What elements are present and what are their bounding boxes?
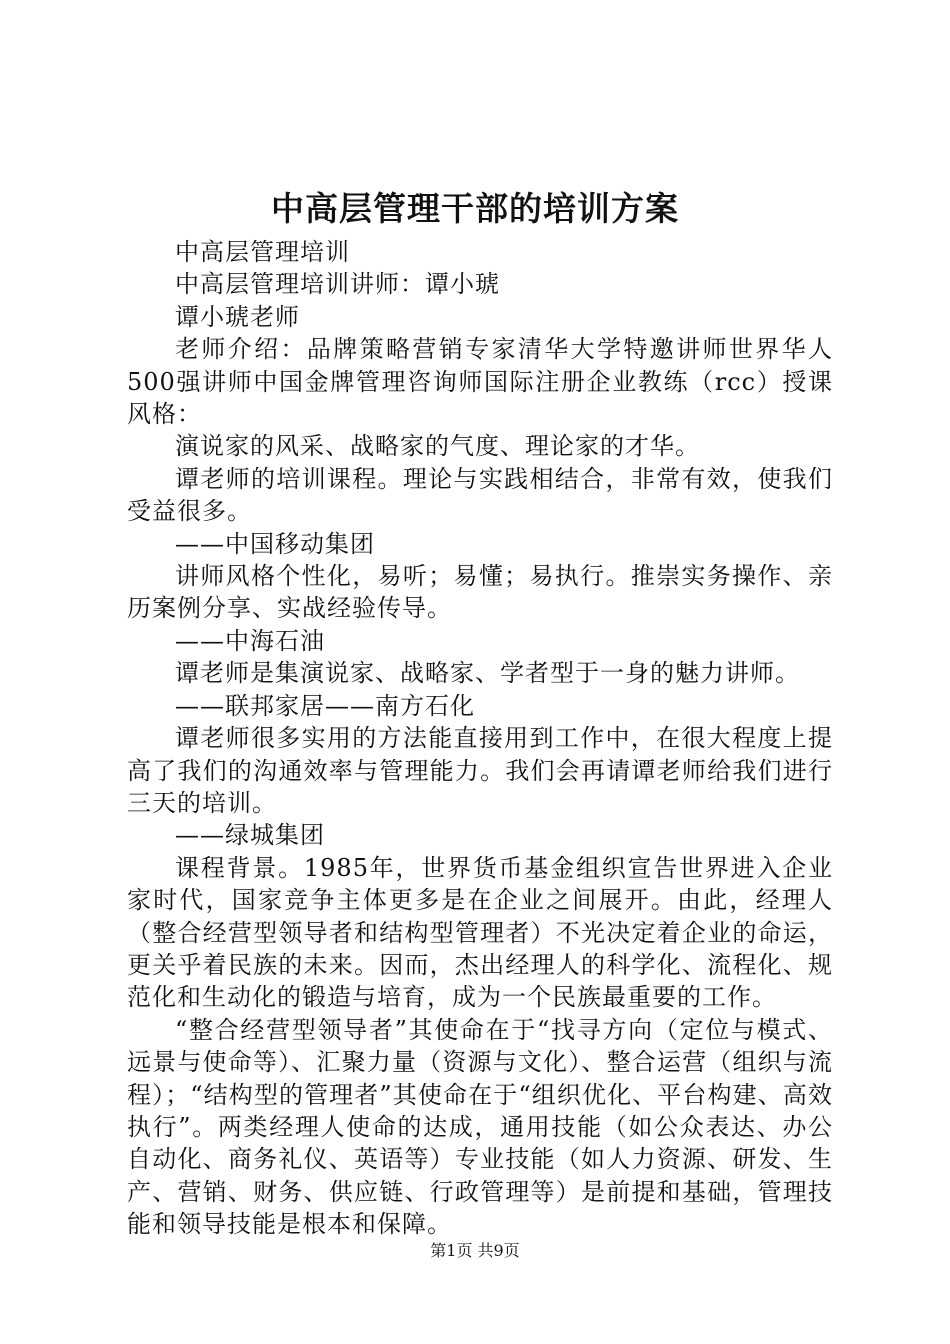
paragraph: 老师介绍：品牌策略营销专家清华大学特邀讲师世界华人500强讲师中国金牌管理咨询师国际注册企业教练（rcc）授课风格：: [127, 335, 833, 429]
paragraph: 谭老师的培训课程。理论与实践相结合，非常有效，使我们受益很多。: [127, 464, 833, 526]
paragraph: ——中国移动集团: [175, 529, 375, 558]
paragraph: ——中海石油: [175, 626, 325, 655]
paragraph: 谭老师很多实用的方法能直接用到工作中，在很大程度上提高了我们的沟通效率与管理能力。我们会再请谭老师给我们进行三天的培训。: [127, 724, 833, 817]
paragraph: 演说家的风采、战略家的气度、理论家的才华。: [175, 432, 700, 461]
paragraph: 中高层管理培训讲师：谭小琥: [175, 270, 500, 299]
paragraph: 谭老师是集演说家、战略家、学者型于一身的魅力讲师。: [175, 659, 800, 688]
paragraph: “整合经营型领导者”其使命在于“找寻方向（定位与模式、远景与使命等）、汇聚力量（资源与文化）、整合运营（组织与流程）；“结构型的管理者”其使命在于“组织优化、平台构建、高效执行”。两类经理人使命的达成，通用技能（如公众表达、办公自动化、商务礼仪、英语等）专业技能（如人力资源、研发、生产、营销、财务、供应链、行政管理等）是前提和基础，管理技能和领导技能是根本和保障。: [127, 1015, 833, 1239]
paragraph: 谭小琥老师: [175, 302, 300, 331]
paragraph: ——绿城集团: [175, 821, 325, 850]
paragraph: ——联邦家居——南方石化: [175, 691, 475, 720]
paragraph: 讲师风格个性化，易听；易懂；易执行。推崇实务操作、亲历案例分享、实战经验传导。: [127, 562, 833, 623]
document-body: [127, 236, 833, 1241]
document-title: 中高层管理干部的培训方案: [271, 189, 679, 228]
page-footer: 第1页 共9页: [430, 1241, 520, 1260]
paragraph: 中高层管理培训: [175, 238, 350, 266]
paragraph: 课程背景。1985年，世界货币基金组织宣告世界进入企业家时代，国家竞争主体更多是在企业之间展开。由此，经理人（整合经营型领导者和结构型管理者）不光决定着企业的命运，更关乎着民族的未来。因而，杰出经理人的科学化、流程化、规范化和生动化的锻造与培育，成为一个民族最重要的工作。: [127, 853, 833, 1012]
